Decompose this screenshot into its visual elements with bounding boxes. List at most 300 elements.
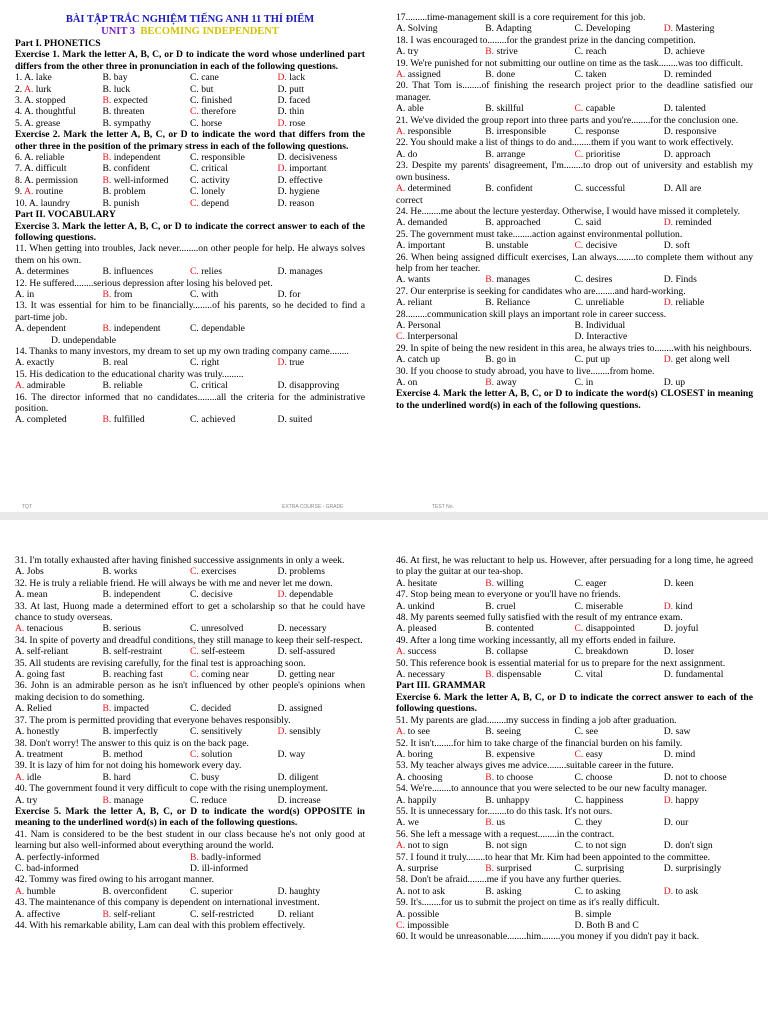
answer-option: B. influences [102, 266, 154, 278]
answer-option: B. hard [102, 771, 131, 783]
answer-option-correct: D. true [277, 357, 305, 369]
answer-option: 7. A. difficult [15, 163, 67, 175]
answer-letter-marked: C. [574, 240, 584, 252]
answer-option: C. activity [190, 174, 230, 186]
question-text: 60. It would be unreasonable........him........you money if you didn't pay it back. [396, 931, 700, 943]
section-heading: Part I. PHONETICS [15, 38, 101, 49]
answer-option-correct: C. self-esteem [190, 646, 245, 658]
answer-options-row [396, 103, 753, 114]
answer-option-correct: C. depend [190, 197, 229, 209]
answer-option: B. problem [102, 186, 146, 198]
question-text: 29. In spite of being the new resident in this area, he always tries to........with his neighbours. [396, 342, 752, 354]
answer-letter-marked: A. [396, 69, 406, 81]
answer-option-correct: C. solution [190, 748, 233, 760]
answer-option-correct: D. dependable [277, 589, 333, 601]
answer-letter-marked: A. [396, 183, 406, 195]
question-text: 17.........time-management skill is a core requirement for this job. [396, 12, 646, 23]
answer-option-correct: A. tenacious [15, 623, 63, 635]
answer-option: C. in [574, 377, 594, 388]
answer-option: D. thin [277, 106, 305, 118]
question-text: 35. All students are revising carefully, for the final test is approaching soon. [15, 657, 306, 669]
answer-letter-marked: A. [15, 380, 25, 392]
answer-option: A. unkind [396, 600, 435, 612]
footer-right: TEST No. [432, 504, 454, 510]
answer-letter-marked: D. [277, 72, 287, 84]
question-text: 56. She left a message with a request........in the contract. [396, 828, 615, 840]
unit-label: UNIT 3 [101, 26, 136, 37]
answer-letter-marked: B. [485, 377, 495, 388]
answer-options-row [396, 377, 753, 388]
answer-option: D. effective [277, 174, 323, 186]
answer-letter-marked: C. [190, 197, 199, 209]
answer-option: A. try [15, 794, 38, 806]
answer-option: D. don't sign [663, 840, 713, 852]
answer-option: D. for [277, 288, 301, 300]
answer-option: A. we [396, 817, 419, 829]
answer-letter-marked: B. [102, 908, 112, 920]
answer-option: D. keen [663, 577, 694, 589]
answer-letter-marked: B. [485, 817, 495, 829]
answer-option-correct: A. admirable [15, 380, 66, 392]
answer-option-correct: B. willing [485, 577, 524, 589]
answer-options-row [396, 274, 753, 285]
answer-letter-marked: B. [485, 669, 495, 681]
question-text: 33. At last, Huong made a determined effort to get a scholarship so that he could have chance to study overseas. [15, 600, 365, 624]
answer-letter-marked: C. [190, 266, 199, 278]
answer-option: B. seeing [485, 726, 521, 738]
answer-option: C. decisive [190, 589, 233, 601]
answer-options-row [15, 886, 365, 897]
answer-options-row [396, 601, 753, 612]
answer-option: C. busy [190, 771, 220, 783]
answer-option: A. boring [396, 748, 433, 760]
answer-option: B. confident [102, 163, 150, 175]
question-text: 34. In spite of poverty and dreadful conditions, they still manage to keep their self-respect. [15, 634, 363, 646]
question-text: 26. When being assigned difficult exercises, Lan always........to complete them without any help from her teacher. [396, 251, 753, 274]
answer-option: C. desires [574, 274, 613, 286]
answer-letter-marked: D. [277, 163, 287, 175]
answer-option-correct: C. disappointed [574, 623, 635, 635]
answer-letter-marked: B. [190, 851, 199, 863]
question-text: 39. It is lazy of him for not doing his homework every day. [15, 760, 242, 772]
answer-option: C. responsible [190, 152, 245, 164]
answer-option: D. talented [663, 103, 706, 115]
footer-center: EXTRA COURSE - GRADE [282, 504, 344, 510]
answer-option-correct: D. happy [663, 794, 699, 806]
answer-option-correct: B. manage [102, 794, 144, 806]
answer-option: A. not to ask [396, 885, 446, 897]
answer-option: D. getting near [277, 669, 335, 681]
answer-option: A. happily [396, 794, 437, 806]
question-text: 58. Don't be afraid........me if you have any further queries. [396, 874, 622, 886]
answer-option: B. not sign [485, 840, 528, 852]
answer-options-row [15, 863, 365, 874]
answer-option: A. honestly [15, 726, 60, 738]
answer-option: A. demanded [396, 217, 448, 229]
answer-option: C. bad-informed [15, 862, 79, 874]
answer-options-row [15, 152, 365, 163]
answer-option: D. reminded [663, 69, 712, 81]
answer-option-correct: B. dispensable [485, 669, 542, 681]
answer-option-correct: C. easy [574, 748, 603, 760]
answer-letter-marked: D. [277, 117, 287, 129]
answer-options-row [396, 69, 753, 80]
answer-option: D. Interactive [574, 331, 628, 343]
answer-option: C. cane [190, 72, 219, 84]
answer-option: B. done [485, 69, 516, 81]
answer-options-row [396, 863, 753, 874]
answer-option: A. important [396, 240, 446, 252]
answer-letter-marked: D. [663, 217, 674, 229]
answer-option-correct: A. idle [15, 771, 42, 783]
question-text: 38. Don't worry! The answer to this quiz is on the back page. [15, 737, 249, 749]
answer-option: B. real [102, 357, 129, 369]
question-text: 11. When getting into troubles, Jack never........on other people for help. He always solves them on his own. [15, 243, 365, 266]
question-text: 31. I'm totally exhausted after having finished successive assignments in only a week. [15, 555, 345, 566]
answer-letter-marked: D. [277, 589, 287, 601]
answer-option: D. diligent [277, 771, 319, 783]
answer-option: C. put up [574, 354, 610, 366]
answer-option: A. do [396, 148, 418, 160]
answer-letter-marked: C. [574, 623, 584, 635]
section-heading: Part III. GRAMMAR [396, 680, 486, 692]
question-text: 15. His dedication to the educational charity was truly......... [15, 368, 244, 380]
answer-options-row [396, 909, 753, 920]
answer-option: C. see [574, 726, 598, 738]
answer-option: D. increase [277, 794, 321, 806]
answer-option-correct: D. reliable [663, 297, 705, 309]
answer-option: A. choosing [396, 771, 443, 783]
answer-option: D. surprisingly [663, 862, 722, 874]
answer-option: B. irresponsible [485, 126, 547, 138]
answer-option: D. putt [277, 83, 305, 95]
answer-letter-marked: D. [663, 600, 674, 612]
answer-option: B. Reliance [485, 297, 531, 309]
answer-option: B. works [102, 566, 138, 578]
worksheet-page-2 [0, 520, 768, 1024]
answer-option: C. unreliable [574, 297, 625, 309]
answer-option: 1. A. lake [15, 72, 52, 84]
question-text: 51. My parents are glad........my success in finding a job after graduation. [396, 714, 677, 726]
answer-option-correct: A. assigned [396, 69, 441, 81]
answer-letter-marked: A. [15, 885, 25, 897]
answer-option-correct: A. not to sign [396, 840, 449, 852]
answer-option-correct: B. badly-informed [190, 851, 261, 863]
answer-letter-marked: A. [396, 726, 406, 738]
answer-letter-marked: B. [102, 414, 112, 426]
answer-option: A. on [396, 377, 418, 388]
answer-option: B. go in [485, 354, 516, 366]
answer-option: C. taken [574, 69, 607, 81]
answer-option: A. determines [15, 266, 69, 278]
answer-option: D. problems [277, 566, 325, 578]
answer-options-row [15, 669, 365, 680]
answer-option: 8. A. permission [15, 174, 78, 186]
answer-option-correct: C. relies [190, 266, 222, 278]
question-text: 14. Thanks to many investors, my dream to set up my own trading company came........ [15, 345, 349, 357]
answer-option-correct: B. manages [485, 274, 531, 286]
question-text: 13. It was essential for him to be financially........of his parents, so he decided to find a part-time job. [15, 300, 365, 323]
answer-options-row [15, 186, 365, 197]
answer-option: D. way [277, 748, 306, 760]
answer-options-row [15, 323, 365, 334]
answer-options-row [15, 289, 365, 300]
question-text: 52. It isn't........for him to take charge of the financial burden on his family. [396, 737, 683, 749]
answer-option: B. unstable [485, 240, 529, 252]
answer-option-correct: B. self-reliant [102, 908, 156, 920]
answer-option: A. reliant [396, 297, 433, 309]
answer-option-correct: D. important [277, 163, 327, 175]
answer-options-row [396, 240, 753, 251]
answer-letter-marked: A. [396, 840, 406, 852]
answer-option: B. cruel [485, 600, 516, 612]
answer-option: B. skillful [485, 103, 524, 115]
question-text: 46. At first, he was reluctant to help us. However, after persuading for a long time, he agreed to play the guitar at our tea-shop. [396, 555, 753, 578]
page1-left-items [15, 38, 365, 426]
answer-options-row [15, 749, 365, 760]
answer-option-correct: D. Mastering [663, 23, 715, 35]
answer-option-correct: C. therefore [190, 106, 236, 118]
question-text: 53. My teacher always gives me advice........suitable career in the future. [396, 760, 674, 772]
answer-option-correct: C. capable [574, 103, 616, 115]
answer-option-correct: 2. A. lurk [15, 83, 52, 95]
answer-letter-marked: B. [485, 577, 495, 589]
answer-option: D. achieve [663, 46, 705, 58]
answer-option-correct: B. impacted [102, 703, 149, 715]
answer-letter-marked: B. [485, 274, 495, 286]
answer-letter-marked: A. [15, 623, 25, 635]
answer-option: B. serious [102, 623, 141, 635]
answer-option: C. with [190, 288, 219, 300]
answer-option: A. mean [15, 589, 48, 601]
question-text: D. undependable [51, 334, 117, 346]
answer-letter-marked: D. [663, 23, 674, 35]
answer-options-row [396, 320, 753, 331]
answer-options-row [396, 149, 753, 160]
question-text: 28.........communication skill plays an important role in career success. [396, 308, 667, 320]
answer-option: C. horse [190, 117, 222, 129]
answer-options-row [396, 795, 753, 806]
answer-option: C. response [574, 126, 620, 138]
answer-option-correct: D. rose [277, 117, 306, 129]
answer-options-row [15, 95, 365, 106]
answer-letter-marked: B. [485, 862, 495, 874]
worksheet-title: BÀI TẬP TRẮC NGHIỆM TIẾNG ANH 11 THÍ ĐIỂM [65, 14, 315, 25]
answer-letter-marked: D. [277, 357, 287, 369]
answer-option: C. happiness [574, 794, 624, 806]
answer-option-correct: B. fulfilled [102, 414, 145, 426]
answer-option: 4. A. thoughtful [15, 106, 76, 118]
question-text: correct [396, 194, 423, 206]
answer-options-row [396, 331, 753, 342]
question-text: 36. John is an admirable person as he isn't influenced by other people's opinions when making decision to do something. [15, 680, 365, 703]
answer-options-row [396, 297, 753, 308]
question-text: 49. After a long time working incessantly, all my efforts ended in failure. [396, 634, 676, 646]
answer-option: C. but [190, 83, 214, 95]
answer-option: C. surprising [574, 862, 625, 874]
question-text: 50. This reference book is essential material for us to prepare for the next assignment. [396, 657, 726, 669]
answer-option: B. overconfident [102, 885, 167, 897]
answer-options-row [396, 46, 753, 57]
answer-options-row [15, 163, 365, 174]
question-text: 54. We're........to announce that you were selected to be our new faculty manager. [396, 783, 707, 795]
answer-option: C. self-restricted [190, 908, 254, 920]
answer-option: C. lonely [190, 186, 226, 198]
answer-option: A. Solving [396, 23, 438, 35]
answer-letter-marked: C. [190, 669, 199, 681]
question-text: 22. You should make a list of things to do and........them if you want to work effectively. [396, 137, 734, 149]
answer-options-row [396, 749, 753, 760]
answer-option: D. ill-informed [190, 862, 249, 874]
answer-option-correct: B. to choose [485, 771, 533, 783]
answer-option: D. our [663, 817, 689, 829]
question-text: 18. I was encouraged to........for the grandest prize in the dancing competition. [396, 34, 696, 46]
answer-options-row [15, 852, 365, 863]
answer-option-correct: C. impossible [396, 920, 449, 931]
section-heading: Exercise 1. Mark the letter A, B, C, or D to indicate the word whose underlined part differs from the other three in pronunciation in each of the following questions. [15, 49, 365, 72]
answer-options-row [396, 920, 753, 931]
answer-option: D. reason [277, 197, 315, 209]
answer-options-row [396, 840, 753, 851]
answer-letter-marked: B. [485, 46, 495, 58]
answer-option: A. necessary [396, 669, 446, 681]
answer-letter-marked: A. [24, 186, 34, 198]
answer-option: D. Both B and C [574, 920, 639, 931]
section-heading: Exercise 6. Mark the letter A, B, C, or D to indicate the correct answer to each of the following questions. [396, 691, 753, 715]
answer-option: B. simple [574, 908, 612, 920]
answer-option: D. saw [663, 726, 691, 738]
answer-option: C. dependable [190, 323, 245, 335]
question-text: 32. He is truly a reliable friend. He will always be with me and never let me down. [15, 577, 333, 589]
answer-option-correct: A. success [396, 646, 437, 658]
answer-letter-marked: C. [190, 566, 199, 578]
answer-option: B. reaching fast [102, 669, 163, 681]
answer-option: D. faced [277, 95, 310, 107]
answer-options-row [396, 646, 753, 657]
question-text: 44. With his remarkable ability, Lam can deal with this problem effectively. [15, 920, 306, 931]
answer-option: A. wants [396, 274, 431, 286]
answer-option: D. joyful [663, 623, 699, 635]
answer-option: C. critical [190, 163, 228, 175]
answer-options-row [396, 886, 753, 897]
answer-option-correct: B. us [485, 817, 505, 829]
answer-option-correct: B. expected [102, 95, 148, 107]
question-text: 48. My parents seemed fully satisfied with the result of my entrance exam. [396, 612, 683, 624]
answer-option: D. decisiveness [277, 152, 338, 164]
answer-option-correct: D. reminded [663, 217, 712, 229]
answer-option [278, 323, 366, 334]
answer-options-row [15, 84, 365, 95]
answer-option-correct: C. prioritise [574, 148, 621, 160]
answer-letter-marked: C. [396, 331, 405, 343]
answer-option: A. catch up [396, 354, 440, 366]
answer-option-correct: C. decisive [574, 240, 618, 252]
answer-option: D. self-assured [277, 646, 336, 658]
answer-option-correct: D. to ask [663, 885, 699, 897]
section-heading: Exercise 4. Mark the letter A, B, C, or D to indicate the word(s) CLOSEST in meaning to the underlined word(s) in each of the following questions. [396, 388, 753, 411]
answer-option: D. suited [277, 414, 313, 426]
answer-options-row [396, 772, 753, 783]
answer-option: C. sensitively [190, 726, 243, 738]
answer-letter-marked: B. [485, 771, 495, 783]
answer-option: A. exactly [15, 357, 55, 369]
answer-options-row [15, 106, 365, 117]
answer-option: B. contented [485, 623, 534, 635]
answer-option: B. expensive [485, 748, 535, 760]
question-text: 25. The government must take........action against environmental pollution. [396, 228, 683, 240]
answer-option: D. Finds [663, 274, 697, 286]
question-text: 40. The government found it very difficult to cope with the rising unemployment. [15, 783, 328, 795]
answer-option: A. treatment [15, 748, 63, 760]
answer-letter-marked: C. [574, 748, 584, 760]
answer-option: A. self-reliant [15, 646, 69, 658]
answer-option: D. approach [663, 148, 711, 160]
answer-option: B. method [102, 748, 143, 760]
answer-letter-marked: B. [102, 174, 112, 186]
question-text: 43. The maintenance of this company is dependent on international investment. [15, 897, 320, 909]
answer-option-correct: B. independent [102, 152, 161, 164]
answer-option: A. try [396, 46, 419, 58]
answer-options-row [15, 175, 365, 186]
answer-options-row [396, 23, 753, 34]
answer-option: A. possible [396, 908, 440, 920]
answer-option: B. bay [102, 72, 128, 84]
page1-right-column [396, 12, 753, 411]
answer-option: D. soft [663, 240, 690, 252]
page1-left-column [15, 14, 365, 426]
answer-option: B. asking [485, 885, 522, 897]
answer-option: C. miserable [574, 600, 623, 612]
answer-option: B. Adapting [485, 23, 532, 35]
answer-option: C. right [190, 357, 220, 369]
answer-option: A. Personal [396, 319, 441, 331]
answer-option: A. completed [15, 414, 67, 426]
answer-option: C. successful [574, 183, 626, 195]
answer-options-row [396, 817, 753, 828]
answer-option: A. perfectly-informed [15, 851, 100, 863]
answer-option-correct: A. humble [15, 885, 56, 897]
answer-option-correct: A. determined [396, 183, 451, 195]
answer-option: B. reliable [102, 380, 143, 392]
answer-option: B. threaten [102, 106, 145, 118]
answer-options-row [15, 795, 365, 806]
answer-option: 5. A. grease [15, 117, 61, 129]
answer-letter-marked: B. [102, 288, 112, 300]
answer-option: D. loser [663, 646, 695, 658]
answer-option: D. necessary [277, 623, 327, 635]
question-text: 27. Our enterprise is seeking for candidates who are........and hard-working. [396, 285, 686, 297]
answer-letter-marked: D. [663, 297, 674, 309]
section-heading: Exercise 3. Mark the letter A, B, C, or D to indicate the correct answer to each of the following questions. [15, 220, 365, 243]
answer-option: A. going fast [15, 669, 65, 681]
question-text: 55. It is unnecessary for........to do this task. It's not ours. [396, 805, 613, 817]
answer-option: B. luck [102, 83, 131, 95]
answer-option-correct: 9. A. routine [15, 186, 63, 198]
question-text: 24. He........me about the lecture yesterday. Otherwise, I would have missed it completely. [396, 205, 741, 217]
answer-option: C. finished [190, 95, 233, 107]
answer-option-correct: B. well-informed [102, 174, 169, 186]
section-heading: Exercise 5. Mark the letter A, B, C, or D to indicate the word(s) OPPOSITE in meaning to the underlined word(s) in each of the following questions. [15, 805, 365, 829]
answer-option: A. hesitate [396, 577, 438, 589]
answer-option: C. to not sign [574, 840, 627, 852]
page2-right-column [396, 555, 753, 943]
answer-letter-marked: C. [574, 148, 584, 160]
question-text: 12. He suffered........serious depression after losing his beloved pet. [15, 277, 273, 289]
answer-options-row [15, 589, 365, 600]
answer-letter-marked: D. [663, 354, 674, 366]
answer-option: B. approached [485, 217, 541, 229]
question-text: 20. That Tom is........of finishing the research project prior to the deadline satisfied our manager. [396, 80, 753, 103]
